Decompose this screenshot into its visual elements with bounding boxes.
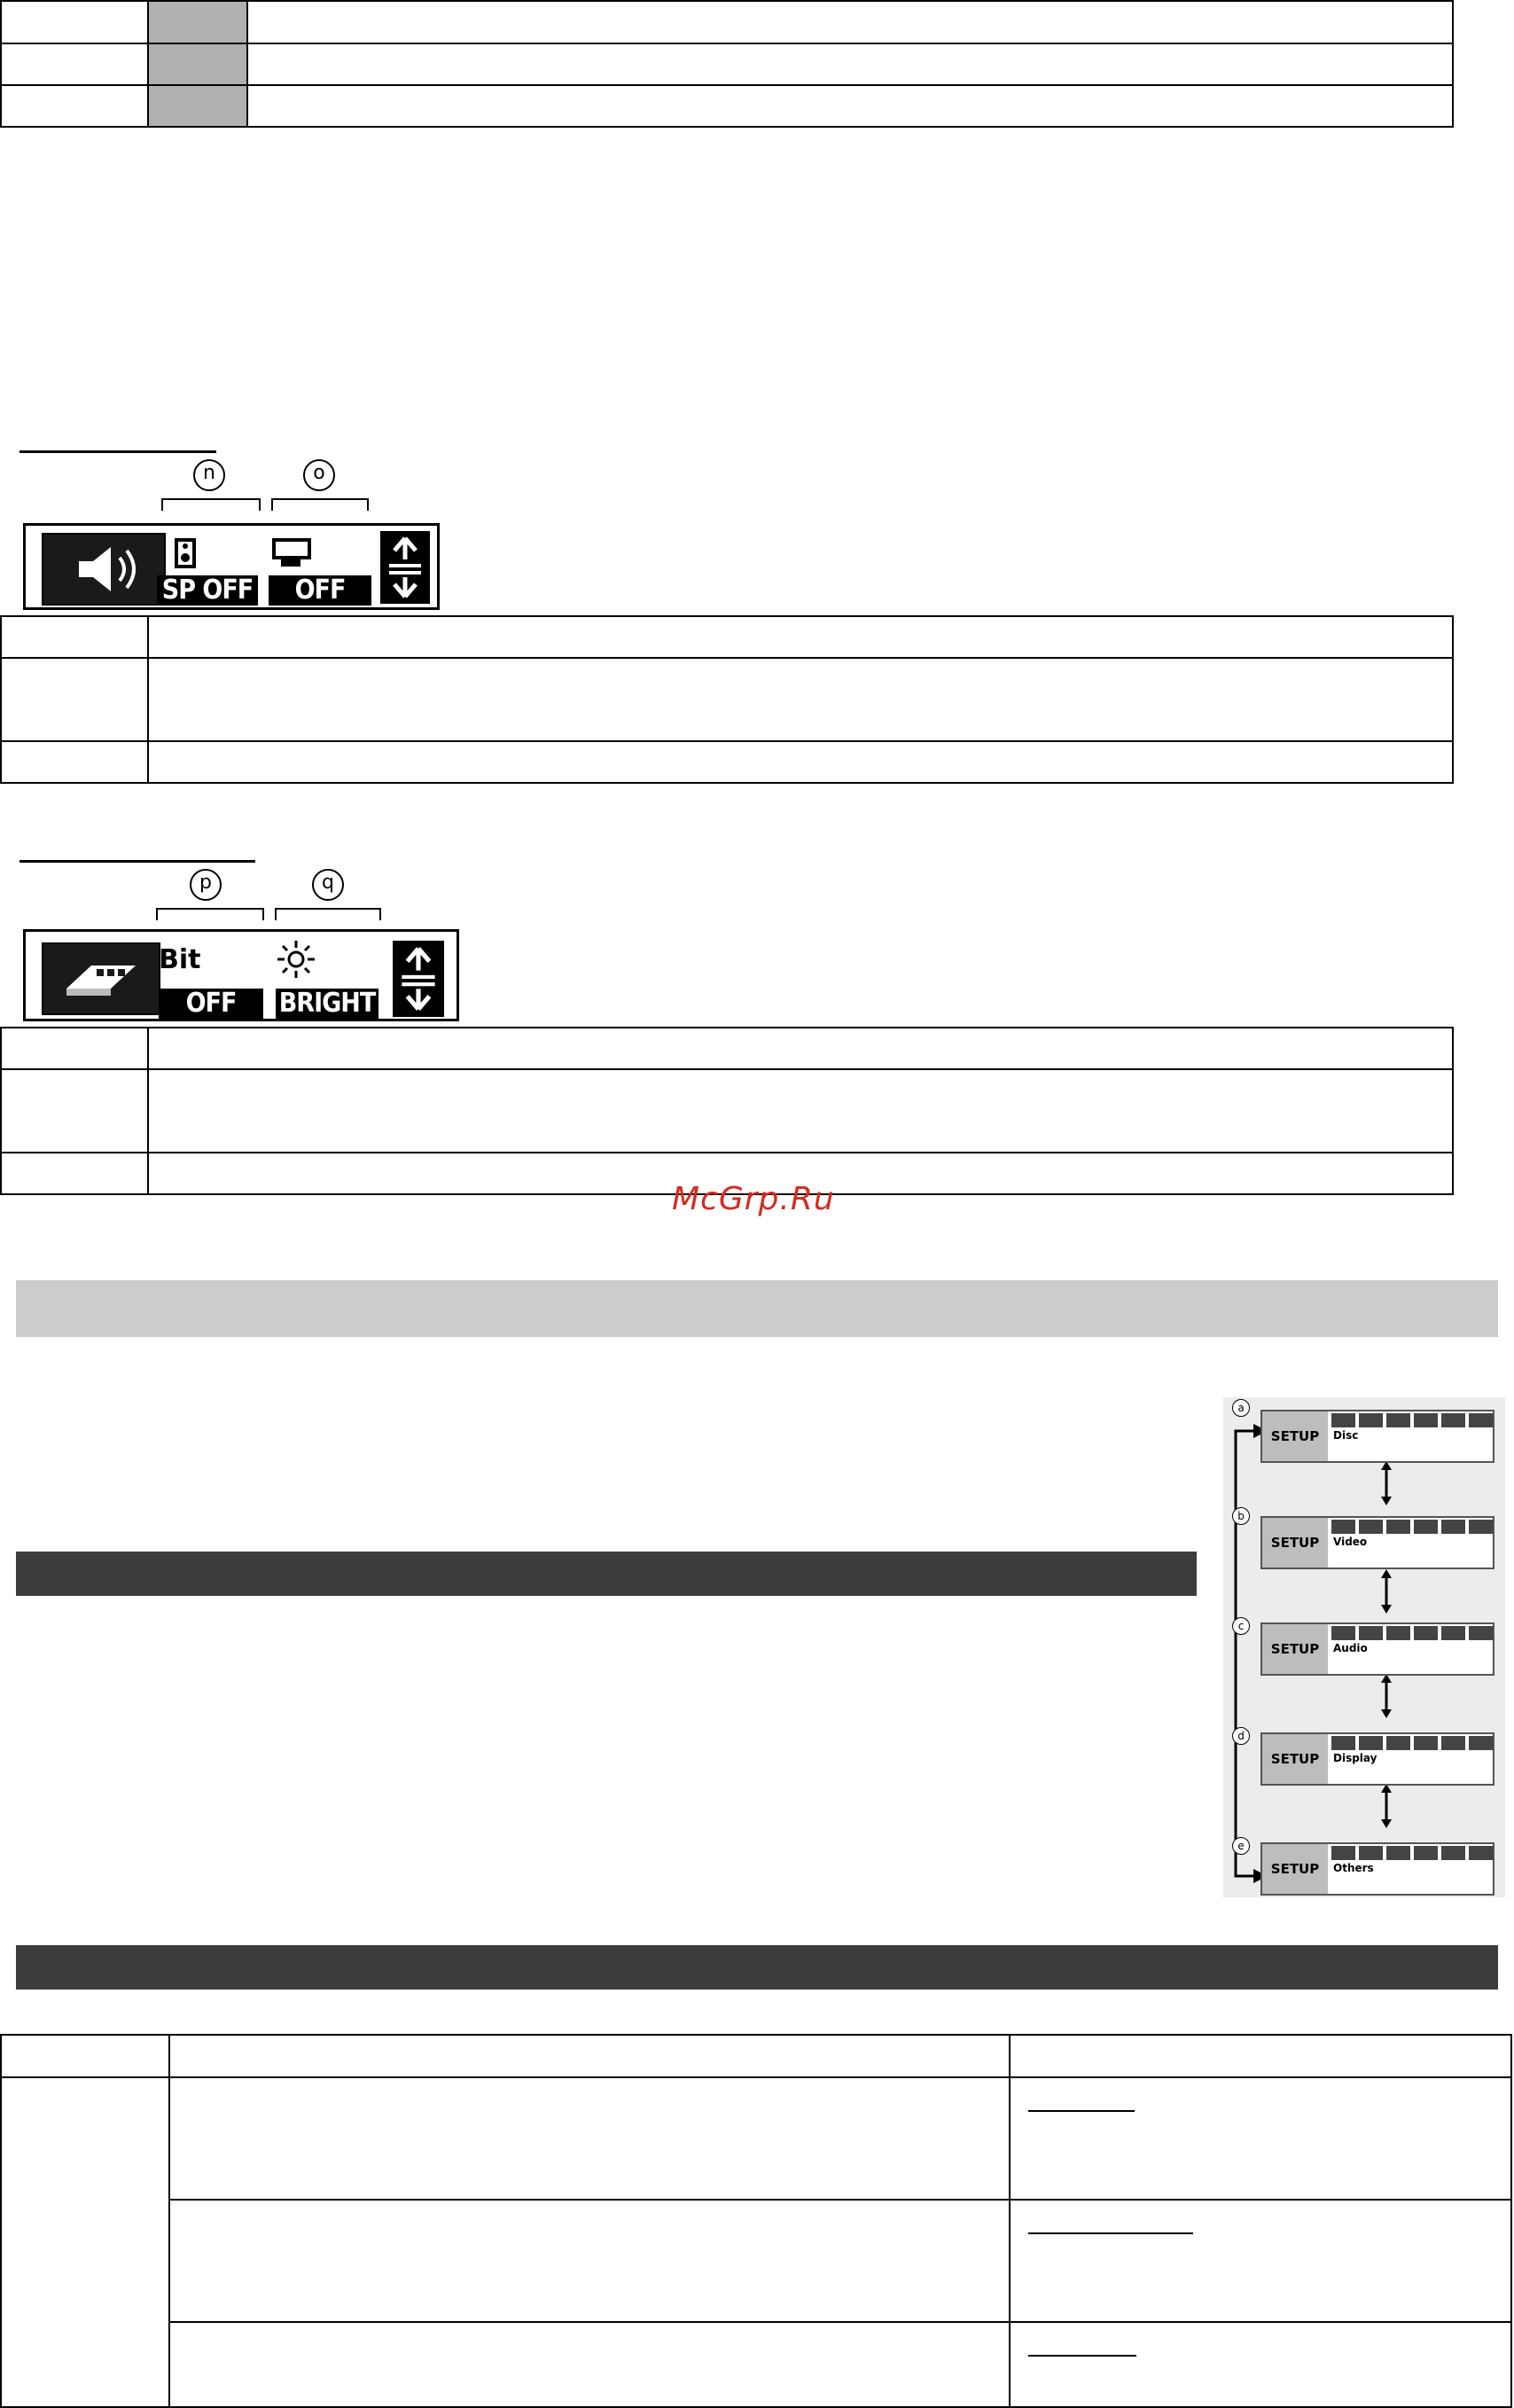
bit-value: OFF [159, 989, 263, 1019]
cell [1, 658, 148, 741]
section-band-dark [16, 1552, 1197, 1596]
display-osd-bar [23, 929, 459, 1021]
cell [148, 658, 1453, 741]
menu-icons [1331, 1413, 1493, 1427]
watermark-text: McGrp.Ru [672, 1181, 835, 1217]
screen-title: Others [1333, 1862, 1374, 1874]
bit-label: Bit [159, 944, 201, 975]
brightness-value: BRIGHT [276, 989, 378, 1019]
cell [148, 1069, 1453, 1153]
setup-tab: SETUP [1262, 1734, 1328, 1784]
dialog-value: OFF [269, 575, 371, 606]
cell [1, 1, 148, 43]
callout-o: o [303, 459, 335, 491]
cell [1010, 2077, 1511, 2200]
speaker-value: SP OFF [157, 575, 258, 606]
menu-icons [1331, 1846, 1493, 1860]
cell [1, 616, 148, 658]
cell [247, 43, 1453, 85]
display-main-icon-graphic [43, 944, 159, 1013]
gray-cell [148, 85, 247, 127]
speaker-setting-icon [169, 535, 205, 570]
setup-screen-display[interactable] [1260, 1732, 1494, 1786]
screen-letter: b [1232, 1507, 1250, 1525]
up-down-arrows-icon[interactable] [393, 941, 444, 1017]
cell [148, 741, 1453, 783]
up-down-arrows-graphic [380, 531, 430, 604]
setup-screens-diagram [1223, 1397, 1505, 1897]
setup-tab: SETUP [1262, 1411, 1328, 1461]
header-cell [1, 2035, 169, 2077]
section-band-dark [16, 1945, 1498, 1990]
cell [1, 85, 148, 127]
screen-title: Video [1333, 1536, 1368, 1548]
cell [247, 1, 1453, 43]
screen-letter: a [1232, 1399, 1250, 1417]
cell [1, 1153, 148, 1194]
cell [1010, 2322, 1511, 2407]
cell [169, 2200, 1010, 2322]
cell [1, 2077, 169, 2407]
setup-screen-others[interactable] [1260, 1842, 1494, 1896]
bracket-o [271, 498, 369, 511]
cell [1010, 2200, 1511, 2322]
setup-screen-video[interactable] [1260, 1516, 1494, 1569]
header-cell [1010, 2035, 1511, 2077]
screen-title: Audio [1333, 1642, 1368, 1654]
display-table [0, 1027, 1454, 1195]
cell [1, 1069, 148, 1153]
cell [169, 2322, 1010, 2407]
bracket-q [275, 908, 381, 920]
dialog-icon [272, 536, 311, 568]
cell [247, 85, 1453, 127]
gray-cell [148, 43, 247, 85]
section-underline [20, 860, 255, 863]
menu-icons [1331, 1736, 1493, 1750]
section-underline [20, 450, 216, 453]
up-down-arrows-graphic [393, 941, 444, 1017]
settings-table [0, 2034, 1512, 2408]
cell [1, 43, 148, 85]
cell [169, 2077, 1010, 2200]
screen-letter: e [1232, 1837, 1250, 1855]
up-down-arrows-icon[interactable] [380, 531, 430, 604]
screen-letter: c [1232, 1617, 1250, 1635]
bracket-n [161, 498, 261, 511]
setup-tab: SETUP [1262, 1624, 1328, 1674]
setup-screen-audio[interactable] [1260, 1622, 1494, 1676]
callout-n: n [193, 459, 225, 491]
screen-title: Disc [1333, 1429, 1359, 1442]
speaker-main-icon [42, 533, 166, 606]
cell [148, 616, 1453, 658]
header-cell [169, 2035, 1010, 2077]
menu-icons [1331, 1520, 1493, 1534]
speaker-main-icon-graphic [43, 535, 164, 604]
brightness-icon [276, 939, 316, 980]
setup-tab: SETUP [1262, 1518, 1328, 1568]
default-underline [1028, 2355, 1136, 2357]
cell [1, 1028, 148, 1069]
speaker-table [0, 615, 1454, 784]
cell [1, 741, 148, 783]
gray-cell [148, 1, 247, 43]
menu-icons [1331, 1626, 1493, 1640]
default-underline [1028, 2110, 1135, 2112]
bracket-p [156, 908, 264, 920]
top-table [0, 0, 1454, 128]
default-underline [1028, 2232, 1193, 2234]
speaker-osd-bar [23, 523, 440, 610]
setup-screen-disc[interactable] [1260, 1410, 1494, 1463]
callout-p: p [190, 869, 222, 901]
callout-q: q [312, 869, 344, 901]
cell [148, 1028, 1453, 1069]
screen-letter: d [1232, 1727, 1250, 1745]
section-band-light [16, 1280, 1498, 1337]
setup-tab: SETUP [1262, 1844, 1328, 1894]
screen-title: Display [1333, 1752, 1377, 1764]
display-main-icon [42, 942, 160, 1015]
